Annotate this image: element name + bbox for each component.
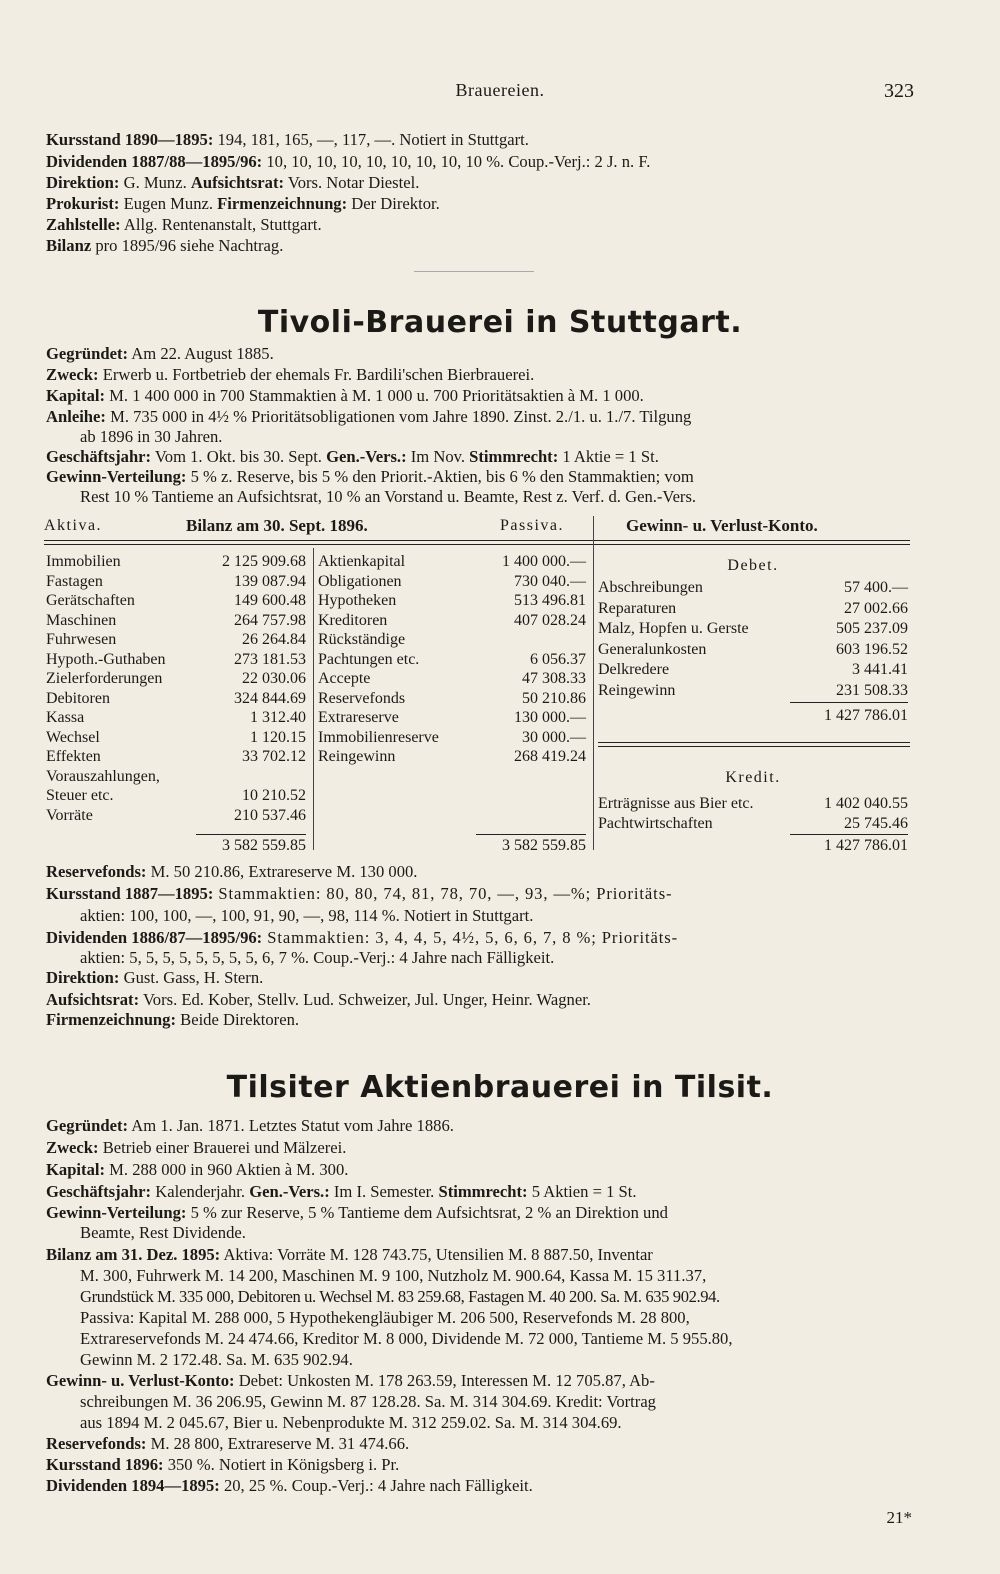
text-line: Grundstück M. 335 000, Debitoren u. Wechsel M. 83 259.68, Fastagen M. 40 200. Sa. M. 635 902.94. xyxy=(80,1287,720,1306)
section-divider xyxy=(414,271,534,272)
table-rule xyxy=(44,544,910,545)
row-value: 264 757.98 xyxy=(234,611,306,629)
row-label: Immobilien xyxy=(46,553,121,570)
row-label: Abschreibungen xyxy=(598,579,703,596)
text-line: Dividenden 1887/88—1895/96: 10, 10, 10, 10, 10, 10, 10, 10, 10 %. Coup.-Verj.: 2 J. n. F. xyxy=(46,152,651,171)
passiva-total: 3 582 559.85 xyxy=(502,837,586,854)
row-label: Obligationen xyxy=(318,572,402,590)
row-value: 26 264.84 xyxy=(242,631,306,648)
text-line: Reservefonds: M. 28 800, Extrareserve M. 31 474.66. xyxy=(46,1434,410,1453)
row-value: 130 000.— xyxy=(514,709,586,726)
text-line: Kursstand 1887—1895: Stammaktien: 80, 80, 74, 81, 78, 70, —, 93, —%; Prioritäts- xyxy=(46,884,673,903)
text-line: Reservefonds: M. 50 210.86, Extrareserve M. 130 000. xyxy=(46,862,418,881)
text-line: ab 1896 in 30 Jahren. xyxy=(80,427,223,446)
row-value: 603 196.52 xyxy=(836,640,908,658)
passiva-label: Passiva. xyxy=(500,517,564,534)
row-label: Rückständige xyxy=(318,631,406,648)
text-line: Passiva: Kapital M. 288 000, 5 Hypothekengläubiger M. 206 500, Reservefonds M. 28 800, xyxy=(80,1308,690,1327)
row-label: Steuer etc. xyxy=(46,787,114,804)
text-line: Beamte, Rest Dividende. xyxy=(80,1223,246,1242)
row-label: Extrareserve xyxy=(318,709,399,726)
text-line: Bilanz am 31. Dez. 1895: Aktiva: Vorräte M. 128 743.75, Utensilien M. 8 887.50, Inventar xyxy=(46,1245,653,1264)
row-label: Hypotheken xyxy=(318,592,397,609)
row-value: 57 400.— xyxy=(844,579,908,596)
text-line: Direktion: G. Munz. Aufsichtsrat: Vors. Notar Diestel. xyxy=(46,173,420,192)
row-value: 33 702.12 xyxy=(242,748,306,765)
row-label: Reingewinn xyxy=(318,748,396,765)
section-title-tilsit: Tilsiter Aktienbrauerei in Tilsit. xyxy=(226,1070,774,1105)
text-line: Rest 10 % Tantieme an Aufsichtsrat, 10 % an Vorstand u. Beamte, Rest z. Verf. d. Gen.-Vers. xyxy=(80,487,697,506)
row-value: 407 028.24 xyxy=(514,611,586,629)
debet-label: Debet. xyxy=(727,557,779,574)
text-line: Gewinn-Verteilung: 5 % zur Reserve, 5 % Tantieme dem Aufsichtsrat, 2 % an Direktion und xyxy=(46,1203,668,1222)
sum-rule xyxy=(196,834,306,835)
row-value: 1 312.40 xyxy=(250,709,306,726)
row-label: Reparaturen xyxy=(598,599,677,617)
text-line: aus 1894 M. 2 045.67, Bier u. Nebenprodukte M. 312 259.02. Sa. M. 314 304.69. xyxy=(80,1413,622,1432)
row-label: Fuhrwesen xyxy=(46,631,117,648)
row-label: Pachtwirtschaften xyxy=(598,815,713,832)
row-value: 210 537.46 xyxy=(234,806,306,824)
page-number: 323 xyxy=(884,80,914,102)
row-label: Gerätschaften xyxy=(46,592,135,609)
row-label: Delkredere xyxy=(598,661,670,678)
sum-rule xyxy=(476,834,586,835)
row-label: Malz, Hopfen u. Gerste xyxy=(598,620,749,637)
sum-rule xyxy=(790,834,908,835)
column-divider xyxy=(313,548,314,850)
text-line: aktien: 5, 5, 5, 5, 5, 5, 5, 5, 6, 7 %. Coup.-Verj.: 4 Jahre nach Fälligkeit. xyxy=(80,948,555,967)
text-line: Anleihe: M. 735 000 in 4½ % Prioritätsobligationen vom Jahre 1890. Zinst. 2./1. u. 1./7. Tilgung xyxy=(46,407,692,426)
text-line: M. 300, Fuhrwerk M. 14 200, Maschinen M. 9 100, Nutzholz M. 900.64, Kassa M. 15 311.37, xyxy=(80,1266,707,1285)
row-label: Maschinen xyxy=(46,611,117,629)
row-label: Vorräte xyxy=(46,806,93,824)
row-label: Erträgnisse aus Bier etc. xyxy=(598,795,754,812)
row-value: 25 745.46 xyxy=(844,815,908,832)
table-rule xyxy=(44,540,910,541)
text-line: Dividenden 1886/87—1895/96: Stammaktien: 3, 4, 4, 5, 4½, 5, 6, 6, 7, 8 %; Prioritäts- xyxy=(46,928,679,947)
text-line: Gegründet: Am 22. August 1885. xyxy=(46,344,274,363)
row-value: 324 844.69 xyxy=(234,689,306,707)
row-value: 47 308.33 xyxy=(522,670,586,687)
row-value: 1 400 000.— xyxy=(502,553,586,570)
text-line: Zahlstelle: Allg. Rentenanstalt, Stuttgart. xyxy=(46,215,322,234)
text-line: aktien: 100, 100, —, 100, 91, 90, —, 98, 114 %. Notiert in Stuttgart. xyxy=(80,906,534,925)
row-value: 513 496.81 xyxy=(514,592,586,609)
text-line: Kapital: M. 1 400 000 in 700 Stammaktien à M. 1 000 u. 700 Prioritätsaktien à M. 1 000. xyxy=(46,386,644,405)
row-label: Kreditoren xyxy=(318,611,388,629)
row-label: Reingewinn xyxy=(598,681,676,699)
row-value: 30 000.— xyxy=(522,728,586,746)
text-line: Kapital: M. 288 000 in 960 Aktien à M. 300. xyxy=(46,1160,349,1179)
row-value: 3 441.41 xyxy=(852,661,908,678)
bilanz-title: Bilanz am 30. Sept. 1896. xyxy=(186,516,368,535)
text-line: Direktion: Gust. Gass, H. Stern. xyxy=(46,968,264,987)
text-line: Gegründet: Am 1. Jan. 1871. Letztes Statut vom Jahre 1886. xyxy=(46,1116,454,1135)
row-label: Wechsel xyxy=(46,728,100,746)
row-value: 268 419.24 xyxy=(514,748,586,765)
text-line: schreibungen M. 36 206.95, Gewinn M. 87 128.28. Sa. M. 314 304.69. Kredit: Vortrag xyxy=(80,1392,656,1411)
text-line: Zweck: Erwerb u. Fortbetrieb der ehemals Fr. Bardili'schen Bierbrauerei. xyxy=(46,365,535,384)
section-title-tivoli: Tivoli-Brauerei in Stuttgart. xyxy=(257,305,743,340)
row-value: 10 210.52 xyxy=(242,787,306,804)
aktiva-label: Aktiva. xyxy=(44,517,103,534)
text-line: Geschäftsjahr: Vom 1. Okt. bis 30. Sept. Gen.-Vers.: Im Nov. Stimmrecht: 1 Aktie = 1 St. xyxy=(46,447,659,466)
text-line: Firmenzeichnung: Beide Direktoren. xyxy=(46,1010,300,1029)
row-value: 139 087.94 xyxy=(234,572,306,590)
text-line: Prokurist: Eugen Munz. Firmenzeichnung: Der Direktor. xyxy=(46,194,440,213)
row-label: Fastagen xyxy=(46,572,103,590)
row-label: Immobilienreserve xyxy=(318,728,439,746)
table-rule xyxy=(598,742,910,743)
text-line: Bilanz pro 1895/96 siehe Nachtrag. xyxy=(46,236,284,255)
sum-rule xyxy=(790,702,908,703)
row-label: Debitoren xyxy=(46,689,110,707)
row-label: Reservefonds xyxy=(318,689,406,707)
row-label: Zielerforderungen xyxy=(46,670,163,687)
row-label: Generalunkosten xyxy=(598,640,707,658)
row-value: 50 210.86 xyxy=(522,689,586,707)
text-line: Gewinn-Verteilung: 5 % z. Reserve, bis 5 % den Priorit.-Aktien, bis 6 % den Stammaktien; vom xyxy=(46,467,694,486)
row-value: 149 600.48 xyxy=(234,592,306,609)
row-label: Pachtungen etc. xyxy=(318,650,420,668)
aktiva-total: 3 582 559.85 xyxy=(222,837,306,854)
row-label: Aktienkapital xyxy=(318,553,406,570)
row-value: 22 030.06 xyxy=(242,670,306,687)
row-value: 505 237.09 xyxy=(836,620,908,637)
text-line: Zweck: Betrieb einer Brauerei und Mälzerei. xyxy=(46,1138,347,1157)
row-label: Kassa xyxy=(46,709,85,726)
row-value: 1 402 040.55 xyxy=(824,795,908,812)
row-label: Hypoth.-Guthaben xyxy=(46,650,166,668)
row-value: 730 040.— xyxy=(514,572,586,590)
row-label: Effekten xyxy=(46,748,101,765)
text-line: Gewinn M. 2 172.48. Sa. M. 635 902.94. xyxy=(80,1350,353,1369)
text-line: Geschäftsjahr: Kalenderjahr. Gen.-Vers.: Im I. Semester. Stimmrecht: 5 Aktien = 1 St. xyxy=(46,1182,637,1201)
row-value: 6 056.37 xyxy=(530,650,586,668)
table-rule xyxy=(598,746,910,747)
row-value: 1 120.15 xyxy=(250,728,306,746)
debet-total: 1 427 786.01 xyxy=(824,707,908,724)
row-value: 2 125 909.68 xyxy=(222,553,306,570)
text-line: Aufsichtsrat: Vors. Ed. Kober, Stellv. Lud. Schweizer, Jul. Unger, Heinr. Wagner. xyxy=(46,990,591,1009)
text-line: Kursstand 1890—1895: 194, 181, 165, —, 117, —. Notiert in Stuttgart. xyxy=(46,130,529,149)
running-header: Brauereien. xyxy=(455,80,545,100)
row-value: 231 508.33 xyxy=(836,681,908,699)
kredit-label: Kredit. xyxy=(725,769,781,786)
text-line: Dividenden 1894—1895: 20, 25 %. Coup.-Verj.: 4 Jahre nach Fälligkeit. xyxy=(46,1476,533,1495)
kredit-total: 1 427 786.01 xyxy=(824,837,908,854)
row-value: 273 181.53 xyxy=(234,650,306,668)
column-divider xyxy=(593,516,594,850)
text-line: Gewinn- u. Verlust-Konto: Debet: Unkosten M. 178 263.59, Interessen M. 12 705.87, Ab- xyxy=(46,1371,655,1390)
row-value: 27 002.66 xyxy=(844,599,908,617)
row-label: Accepte xyxy=(318,670,371,687)
text-line: Kursstand 1896: 350 %. Notiert in Königsberg i. Pr. xyxy=(46,1455,400,1474)
text-line: Extrareservefonds M. 24 474.66, Kreditor M. 8 000, Dividende M. 72 000, Tantieme M. 5 955.80, xyxy=(80,1329,733,1348)
signature-mark: 21* xyxy=(886,1508,912,1527)
row-label: Vorauszahlungen, xyxy=(46,767,160,785)
guv-title: Gewinn- u. Verlust-Konto. xyxy=(626,516,818,535)
